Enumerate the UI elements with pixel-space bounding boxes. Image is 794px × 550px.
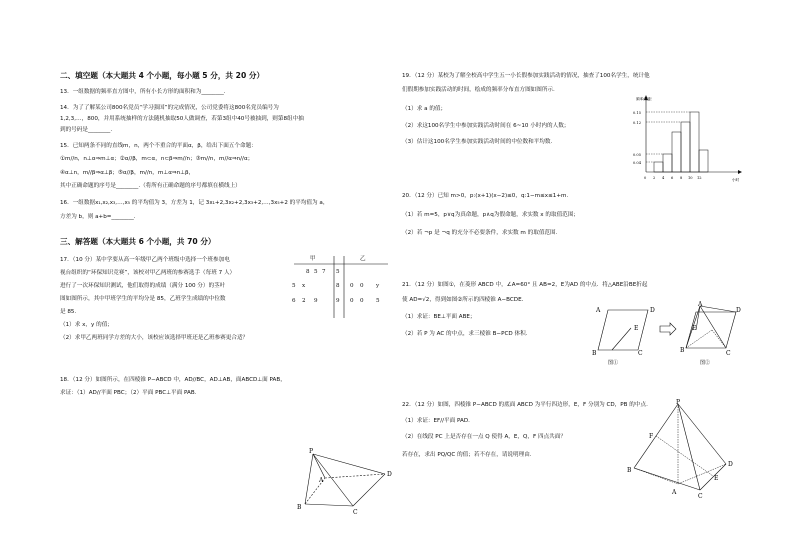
- stem-leaf-row3-left-1: 6: [292, 298, 296, 304]
- question-17-line5: 是 85.: [60, 309, 77, 315]
- figure-18-pyramid: [285, 446, 405, 516]
- question-20-line2: （1）若 m=5，p∨q为真命题，p∧q为假命题，求实数 x 的取值范围；: [402, 212, 579, 218]
- stem-leaf-row2-right-3: y: [376, 283, 380, 289]
- question-20-line1: 20．（12 分）已知 m>0，p:(x+1)(x−2)≤0，q:1−m≤x≤1+m.: [402, 193, 569, 199]
- fig21a-label-A: A: [596, 307, 601, 314]
- fig21a-label-E: E: [634, 325, 639, 332]
- stem-leaf-row1-left-3: 7: [322, 269, 326, 275]
- question-19-line3: （1）求 a 的值；: [402, 106, 447, 112]
- question-17-line1: 17．（10 分）某中学要从高一年级甲乙两个班级中选择一个班参加电: [60, 257, 230, 263]
- fig18-label-D: D: [387, 471, 392, 478]
- question-14-line1: 14．为了了解某公司800名党员“学习强国”的完成情况，公司党委将这800名党员编号为: [60, 105, 279, 111]
- hist-xtick-3: 6: [671, 176, 674, 180]
- question-18-line2: 求证：（1）AD//平面 PBC；（2）平面 PBC⊥平面 PAB.: [60, 390, 197, 396]
- question-21-line3: （1）求证：BE⊥平面 ABE；: [402, 314, 476, 320]
- stem-leaf-plot: [290, 252, 392, 322]
- fig22-label-P: P: [676, 399, 681, 406]
- hist-bar-4: [681, 122, 690, 172]
- hist-bar-5: [690, 112, 699, 172]
- stem-leaf-row3-stem: 9: [336, 298, 340, 304]
- hist-bar-3: [672, 132, 681, 172]
- fig21a-label-D: D: [650, 307, 655, 314]
- question-14-line3: 到的号码是________.: [60, 127, 113, 133]
- fig22-label-C: C: [698, 493, 703, 500]
- question-22-line3: （2）在线段 PC 上是否存在一点 Q 使得 A，E，Q，F 四点共面？: [402, 434, 566, 440]
- hist-bar-6: [699, 150, 708, 172]
- question-19-line1: 19．（12 分）某校为了解全校高中学生五一小长假参加实践活动的情况，抽查了100名学生，统计他: [402, 73, 650, 79]
- question-21-line4: （2）若 P 为 AC 的中点，求三棱锥 B−PCD 体积.: [402, 331, 528, 337]
- stem-leaf-row3-right-2: 0: [360, 298, 364, 304]
- fig22-label-E: E: [714, 475, 719, 482]
- stem-leaf-header-jia: 甲: [310, 256, 316, 262]
- hist-xtick-6: 12: [697, 176, 702, 180]
- question-20-line3: （2）若 ¬p 是 ¬q 的充分不必要条件，求实数 m 的取值范围.: [402, 230, 558, 236]
- fig22-label-A: A: [672, 489, 677, 496]
- question-15-line4: 其中正确命题的序号是________.（将所有正确命题的序号都填在横线上）: [60, 183, 241, 189]
- question-17-line7: （2）求甲乙两班同学方差的大小，该校应该选择甲班还是乙班参赛更合适？: [60, 335, 249, 341]
- fig21b-label-D: D: [736, 307, 741, 314]
- hist-xtick-0: 0: [644, 176, 647, 180]
- stem-leaf-row3-right-1: 0: [350, 298, 354, 304]
- hist-xlabel: 小时: [732, 178, 740, 182]
- section-answer-title: 三、解答题（本大题共 6 个小题，共 70 分）: [60, 237, 216, 246]
- stem-leaf-row3-left-3: 9: [314, 298, 318, 304]
- fig21-caption-2: 图②: [700, 360, 711, 366]
- stem-leaf-row2-right-1: 0: [350, 283, 354, 289]
- stem-leaf-header-yi: 乙: [360, 256, 366, 262]
- question-16-line1: 16．一组数据x₁,x₂,x₃,…,x₅ 的平均值为 3，方差为 1，记 3x₁+2,3x₂+2,3x₃+2,…,3x₅+2 的平均值为 a，: [60, 200, 329, 206]
- stem-leaf-row2-right-2: 0: [360, 283, 364, 289]
- hist-ytick-3: 0.05: [633, 153, 642, 157]
- fig18-label-C: C: [353, 509, 358, 516]
- fig18-label-A: A: [319, 477, 324, 484]
- question-17-line2: 视台组织的“环保知识竞赛”，该校对甲乙两班的参赛选手（每班 7 人）: [60, 270, 236, 276]
- hist-ytick-1: 0.15: [633, 111, 642, 115]
- hist-xtick-4: 8: [680, 176, 683, 180]
- fig22-label-B: B: [627, 467, 632, 474]
- hist-ytick-2: 0.12: [633, 121, 642, 125]
- hist-xtick-5: 10: [688, 176, 693, 180]
- stem-leaf-row2-left-2: x: [302, 283, 306, 289]
- stem-leaf-row1-stem: 5: [336, 269, 340, 275]
- question-22-line1: 22．（12 分）如图，四棱锥 P−ABCD 的底面 ABCD 为平行四边形，E，F 分别为 CD，PB 的中点.: [402, 402, 648, 408]
- question-17-line6: （1）求 x，y 的值；: [60, 322, 113, 328]
- question-15-line1: 15．已知两条不同的直线m，n，两个不重合的平面α，β，给出下面五个命题：: [60, 143, 257, 149]
- question-19-line2: 们假期参加实践活动的时间，绘成的频率分布直方图如图所示.: [402, 87, 555, 93]
- stem-leaf-row1-left-2: 5: [314, 269, 318, 275]
- question-22-line2: （1）求证：EF//平面 PAD.: [402, 418, 470, 424]
- question-19-line5: （3）估计这100名学生参加实践活动时间的中位数和平均数.: [402, 139, 553, 145]
- fig22-label-F: F: [649, 433, 654, 440]
- figure-19-histogram: [632, 92, 744, 184]
- stem-leaf-row1-left-1: 8: [306, 269, 310, 275]
- hist-bar-1: [654, 162, 663, 172]
- hist-xtick-2: 4: [662, 176, 665, 180]
- fig21a-label-B: B: [592, 350, 597, 357]
- question-19-line4: （2）求这100名学生中参加实践活动时间在 6~10 小时内的人数；: [402, 123, 570, 129]
- question-17-line4: 图如图所示，其中甲班学生的平均分是 85，乙班学生成绩的中位数: [60, 296, 226, 302]
- question-13: 13．一组数据的频率直方图中，所有小长方形的面积和为________.: [60, 89, 226, 95]
- stem-leaf-row3-right-3: 5: [376, 298, 380, 304]
- fig18-label-P: P: [309, 448, 314, 455]
- stem-leaf-row2-left-1: 5: [292, 283, 296, 289]
- question-15-line3: ④α⊥n，m//β⇒α⊥β；⑤α//β，m//n，m⊥α⇒n⊥β，: [60, 170, 195, 176]
- question-21-line1: 21．（12 分）如图①，在菱形 ABCD 中，∠A=60° 且 AB=2，E为AD 的中点．将△ABE沿BE折起: [402, 282, 648, 288]
- question-17-line3: 进行了一次环保知识测试，他们取得的成绩（满分 100 分）的茎叶: [60, 283, 226, 289]
- hist-bar-2: [663, 154, 672, 172]
- fig21-caption-1: 图①: [608, 360, 619, 366]
- hist-ylabel: 频率/组距: [636, 97, 652, 101]
- fig18-label-B: B: [297, 504, 302, 511]
- question-21-line2: 使 AD=√2，得到如图②所示的四棱锥 A−BCDE．: [402, 297, 528, 303]
- stem-leaf-row3-left-2: 2: [302, 298, 306, 304]
- fig22-label-D: D: [728, 461, 733, 468]
- figure-21: [582, 300, 742, 368]
- question-15-line2: ①m//n，n⊥α⇒m⊥α；②α//β，m⊂α，n⊂β⇒m//n；③m//n，m//α⇒n//α；: [60, 156, 254, 162]
- fig21b-label-A: A: [698, 301, 703, 308]
- figure-22-pyramid: [618, 398, 738, 500]
- fig21a-label-C: C: [638, 350, 643, 357]
- fig21-arrow: [660, 323, 676, 335]
- question-18-line1: 18．（12 分）如图所示，在四棱锥 P−ABCD 中，AD//BC，AD⊥AB，面ABCD⊥面 PAB，: [60, 377, 286, 383]
- stem-leaf-row2-stem: 8: [336, 283, 340, 289]
- fig21b-label-C: C: [726, 350, 731, 357]
- question-22-line4: 若存在，求出 PQ/QC 的值；若不存在，请说明理由.: [402, 452, 532, 458]
- fig21b-label-B: B: [680, 347, 685, 354]
- hist-ytick-4: 0.04: [633, 161, 642, 165]
- section-fill-in-title: 二、填空题（本大题共 4 个小题，每小题 5 分，共 20 分）: [60, 71, 265, 80]
- hist-xtick-1: 2: [653, 176, 656, 180]
- question-14-line2: 1,2,3,…，800，并用系统抽样的方法随机抽取50人做调查，若第3组中40号被抽到，则第8组中抽: [60, 116, 304, 122]
- fig21b-label-E: E: [692, 325, 697, 332]
- question-16-line2: 方差为 b，则 a+b=________.: [60, 214, 136, 220]
